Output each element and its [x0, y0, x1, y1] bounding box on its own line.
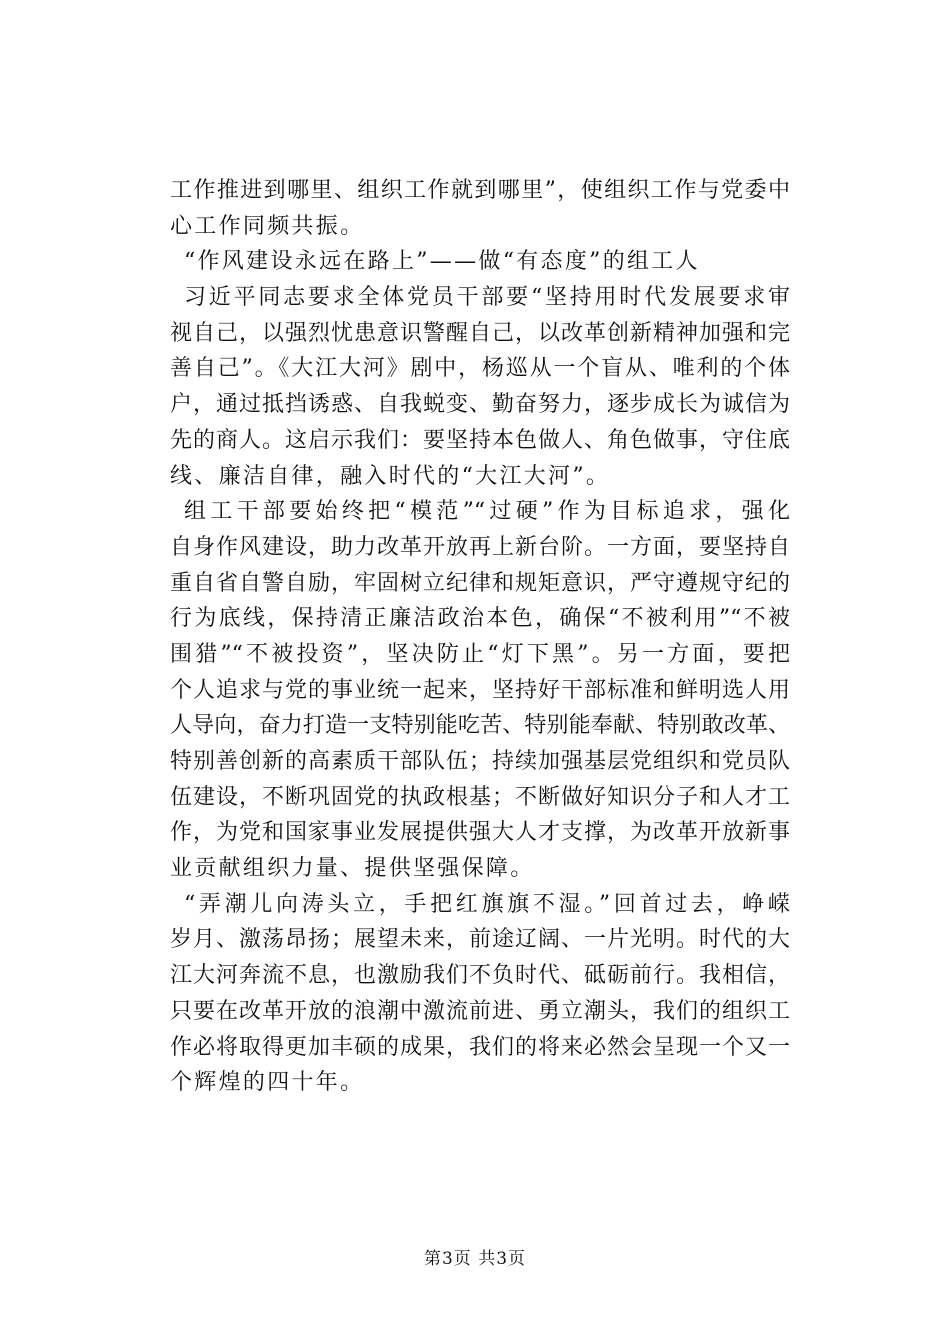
text-line: 人导向，奋力打造一支特别能吃苦、特别能奉献、特别敢改革、 [170, 713, 790, 739]
text-line: 围猎”“不被投资”，坚决防止“灯下黑”。另一方面，要把 [170, 641, 790, 667]
text-line: 习近平同志要求全体党员干部要“坚持用时代发展要求审 [184, 285, 790, 311]
text-line: 重自省自警自励，牢固树立纪律和规矩意识，严守遵规守纪的 [170, 570, 790, 596]
text-line: 个人追求与党的事业统一起来，坚持好干部标准和鲜明选人用 [170, 677, 790, 703]
text-line: 作，为党和国家事业发展提供强大人才支撑，为改革开放新事 [170, 820, 790, 846]
text-line: 善自己”。《大江大河》剧中，杨巡从一个盲从、唯利的个体 [170, 356, 790, 382]
text-line: 作必将取得更加丰硕的成果，我们的将来必然会呈现一个又一 [170, 1034, 790, 1060]
text-line: 线、廉洁自律，融入时代的“大江大河”。 [170, 463, 611, 489]
text-line: 视自己，以强烈忧患意识警醒自己，以改革创新精神加强和完 [170, 320, 790, 346]
text-line: “弄潮儿向涛头立，手把红旗旗不湿。”回首过去，峥嵘 [184, 891, 790, 917]
text-line: 业贡献组织力量、提供坚强保障。 [170, 856, 535, 882]
text-line: 江大河奔流不息，也激励我们不负时代、砥砺前行。我相信， [170, 963, 790, 989]
text-line: 工作推进到哪里、组织工作就到哪里”，使组织工作与党委中 [170, 178, 790, 203]
document-body [170, 173, 790, 1101]
text-line: 先的商人。这启示我们：要坚持本色做人、角色做事，守住底 [170, 427, 790, 453]
text-line: 自身作风建设，助力改革开放再上新台阶。一方面，要坚持自 [170, 534, 790, 560]
text-line: 岁月、激荡昂扬；展望未来，前途辽阔、一片光明。时代的大 [170, 927, 790, 953]
page-footer: 第3页 共3页 [423, 1249, 527, 1269]
text-line: 伍建设，不断巩固党的执政根基；不断做好知识分子和人才工 [170, 784, 790, 810]
text-line: 组工干部要始终把“模范”“过硬”作为目标追求，强化 [184, 499, 790, 525]
text-line: 行为底线，保持清正廉洁政治本色，确保“不被利用”“不被 [170, 606, 790, 632]
text-line: 只要在改革开放的浪潮中激流前进、勇立潮头，我们的组织工 [170, 998, 790, 1024]
text-line: “作风建设永远在路上”——做“有态度”的组工人 [184, 249, 700, 275]
text-line: 特别善创新的高素质干部队伍；持续加强基层党组织和党员队 [170, 749, 790, 774]
text-line: 个辉煌的四十年。 [170, 1070, 365, 1096]
text-line: 心工作同频共振。 [170, 213, 365, 239]
text-line: 户，通过抵挡诱惑、自我蜕变、勤奋努力，逐步成长为诚信为 [170, 392, 790, 418]
